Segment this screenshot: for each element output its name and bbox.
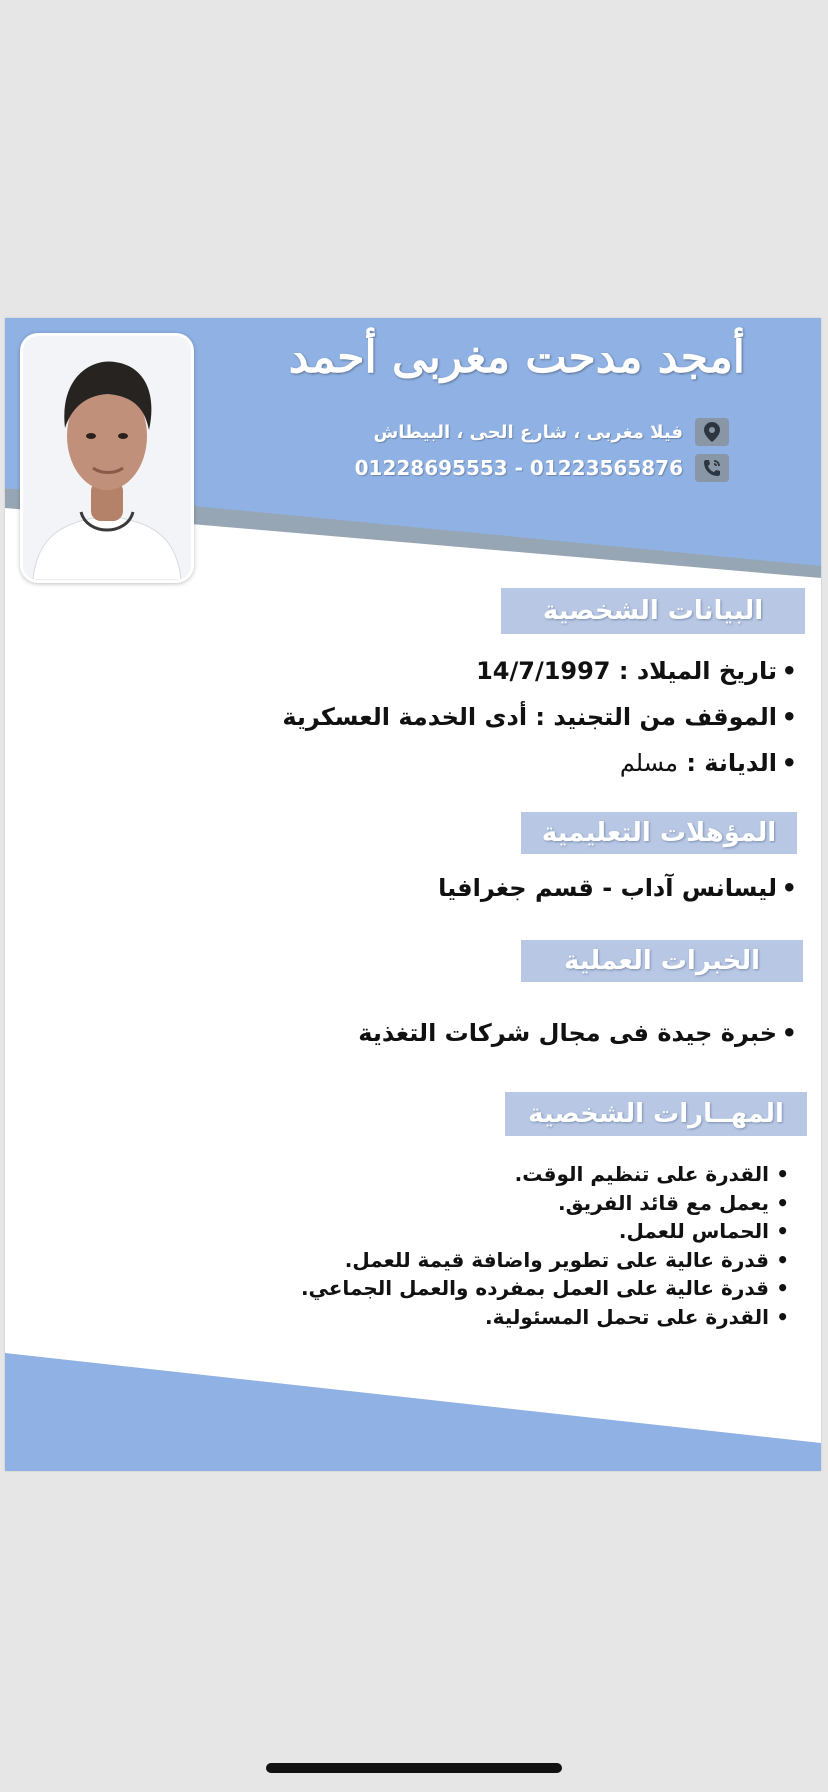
list-item: • القدرة على تنظيم الوقت.	[301, 1160, 789, 1189]
list-item-religion: • الديانة : مسلم	[282, 740, 797, 786]
section-heading-personal: البيانات الشخصية	[501, 588, 805, 634]
home-indicator[interactable]	[266, 1763, 562, 1773]
profile-photo	[20, 333, 194, 583]
list-item-military-status: • الموقف من التجنيد : أدى الخدمة العسكرية	[282, 694, 797, 740]
section-heading-education: المؤهلات التعليمية	[521, 812, 797, 854]
experience-list	[358, 1010, 797, 1056]
address-row	[373, 418, 729, 446]
list-item: • يعمل مع قائد الفريق.	[301, 1189, 789, 1218]
education-list	[438, 865, 797, 911]
skills-list	[301, 1160, 789, 1331]
cv-name: أمجد مدحت مغربى أحمد	[288, 332, 745, 383]
phone-call-icon	[695, 454, 729, 482]
footer-blue-band	[5, 1353, 821, 1471]
section-heading-skills: المهــارات الشخصية	[505, 1092, 807, 1136]
list-item: • خبرة جيدة فى مجال شركات التغذية	[358, 1010, 797, 1056]
phone-numbers: 01223565876 - 01228695553	[354, 456, 683, 480]
map-pin-icon	[695, 418, 729, 446]
list-item: • الحماس للعمل.	[301, 1217, 789, 1246]
list-item: • قدرة عالية على العمل بمفرده والعمل الجماعي.	[301, 1274, 789, 1303]
cv-document	[5, 318, 821, 1471]
list-item: • قدرة عالية على تطوير واضافة قيمة للعمل.	[301, 1246, 789, 1275]
section-heading-experience: الخبرات العملية	[521, 940, 803, 982]
list-item: • القدرة على تحمل المسئولية.	[301, 1303, 789, 1332]
personal-info-list	[282, 648, 797, 786]
list-item: • ليسانس آداب - قسم جغرافيا	[438, 865, 797, 911]
list-item-birth-date: • تاريخ الميلاد : 14/7/1997	[282, 648, 797, 694]
phone-row	[355, 454, 729, 482]
address-text: فيلا مغربى ، شارع الحى ، البيطاش	[373, 421, 683, 443]
